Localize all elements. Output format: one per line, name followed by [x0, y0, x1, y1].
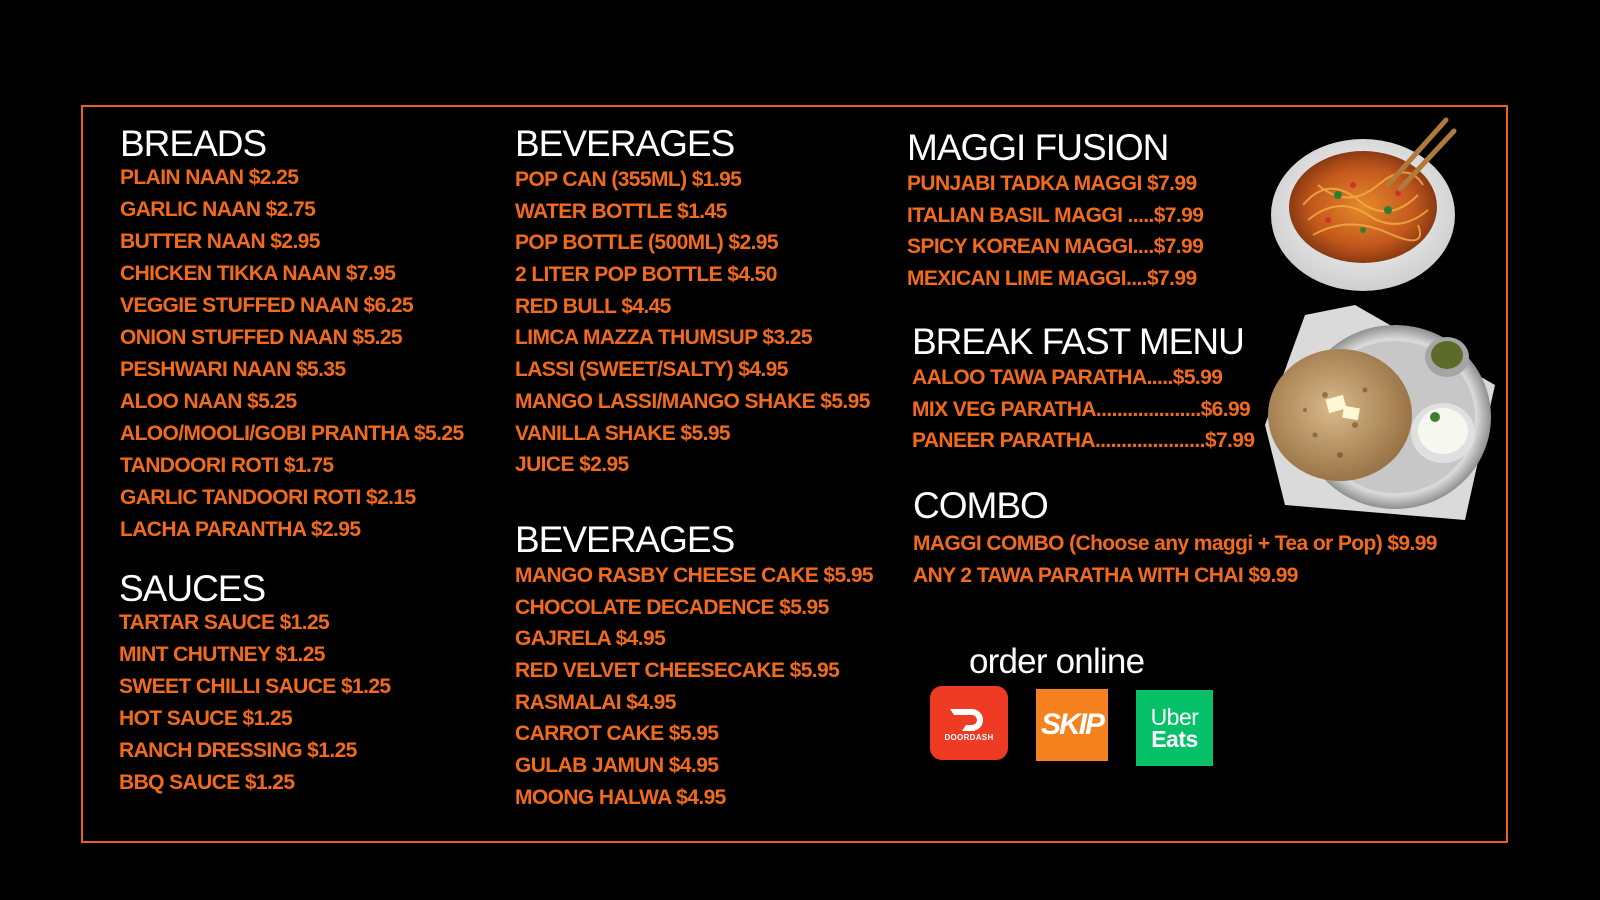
menu-item: LIMCA MAZZA THUMSUP $3.25	[515, 326, 812, 350]
menu-item: ITALIAN BASIL MAGGI .....$7.99	[907, 203, 1204, 227]
combo-heading: COMBO	[913, 485, 1048, 526]
menu-item: BBQ SAUCE $1.25	[119, 771, 295, 794]
menu-item: GAJRELA $4.95	[515, 627, 666, 651]
skip-label: SKIP	[1040, 708, 1104, 741]
menu-item: CARROT CAKE $5.95	[515, 722, 719, 746]
menu-item: LACHA PARANTHA $2.95	[120, 518, 361, 541]
paratha-plate-image	[1265, 305, 1495, 520]
menu-item: ONION STUFFED NAAN $5.25	[120, 326, 402, 349]
menu-item: TARTAR SAUCE $1.25	[119, 611, 330, 634]
menu-item: CHICKEN TIKKA NAAN $7.95	[120, 262, 396, 285]
menu-item: PUNJABI TADKA MAGGI $7.99	[907, 172, 1197, 195]
maggi-heading: MAGGI FUSION	[907, 127, 1169, 168]
breads-heading: BREADS	[120, 123, 267, 164]
breads-section	[120, 122, 464, 546]
desserts-section	[515, 518, 873, 814]
menu-item: VEGGIE STUFFED NAAN $6.25	[120, 294, 414, 317]
menu-item: GARLIC NAAN $2.75	[120, 198, 316, 221]
menu-item: GULAB JAMUN $4.95	[515, 754, 719, 778]
beverages-heading: BEVERAGES	[515, 123, 735, 164]
menu-item: RANCH DRESSING $1.25	[119, 739, 357, 762]
combo-list	[913, 528, 1437, 591]
beverages-list	[515, 164, 870, 481]
menu-item: PESHWARI NAAN $5.35	[120, 358, 346, 381]
ubereats-logo[interactable]	[1136, 690, 1213, 766]
menu-item: BUTTER NAAN $2.95	[120, 230, 320, 253]
menu-item: MEXICAN LIME MAGGI....$7.99	[907, 267, 1197, 291]
menu-item: MIX VEG PARATHA....................$6.99	[912, 397, 1251, 421]
menu-item: MOONG HALWA $4.95	[515, 785, 726, 809]
doordash-label: DOORDASH	[944, 732, 994, 742]
menu-item: MINT CHUTNEY $1.25	[119, 643, 325, 666]
menu-item: WATER BOTTLE $1.45	[515, 199, 727, 223]
eats-label: Eats	[1151, 726, 1198, 752]
menu-item: PANEER PARATHA.....................$7.99	[912, 429, 1255, 453]
breads-list	[120, 162, 464, 546]
breakfast-section	[912, 320, 1254, 457]
menu-item: MANGO LASSI/MANGO SHAKE $5.95	[515, 389, 870, 413]
doordash-logo[interactable]	[930, 686, 1008, 760]
menu-item: RED BULL $4.45	[515, 294, 671, 318]
menu-item: ALOO NAAN $5.25	[120, 390, 297, 413]
menu-item: CHOCOLATE DECADENCE $5.95	[515, 595, 829, 619]
breakfast-list	[912, 362, 1254, 457]
desserts-list	[515, 560, 873, 814]
menu-item: JUICE $2.95	[515, 453, 629, 477]
menu-item: PLAIN NAAN $2.25	[120, 166, 299, 189]
sauces-heading: SAUCES	[119, 568, 266, 609]
desserts-heading: BEVERAGES	[515, 519, 735, 560]
sauces-section	[119, 567, 391, 799]
order-online-label: order online	[969, 642, 1145, 681]
menu-item: AALOO TAWA PARATHA.....$5.99	[912, 366, 1223, 389]
breakfast-heading: BREAK FAST MENU	[912, 321, 1244, 362]
doordash-icon	[948, 705, 990, 731]
menu-item: MANGO RASBY CHEESE CAKE $5.95	[515, 564, 873, 587]
noodle-bowl-image	[1268, 115, 1458, 295]
sauces-list	[119, 607, 391, 799]
beverages-section	[515, 122, 870, 481]
menu-item: SWEET CHILLI SAUCE $1.25	[119, 675, 391, 698]
menu-item: RED VELVET CHEESECAKE $5.95	[515, 659, 840, 683]
menu-item: SPICY KOREAN MAGGI....$7.99	[907, 235, 1204, 259]
menu-item: GARLIC TANDOORI ROTI $2.15	[120, 486, 416, 509]
menu-item: 2 LITER POP BOTTLE $4.50	[515, 263, 777, 287]
menu-item: POP CAN (355ML) $1.95	[515, 168, 742, 191]
skip-logo[interactable]	[1036, 689, 1108, 761]
menu-item: ANY 2 TAWA PARATHA WITH CHAI $9.99	[913, 563, 1298, 587]
uber-label: Uber	[1150, 704, 1199, 730]
menu-item: TANDOORI ROTI $1.75	[120, 454, 334, 477]
maggi-list	[907, 168, 1203, 295]
maggi-section	[907, 126, 1203, 295]
menu-item: HOT SAUCE $1.25	[119, 707, 293, 730]
menu-item: MAGGI COMBO (Choose any maggi + Tea or Pop) $9.99	[913, 532, 1437, 555]
menu-item: POP BOTTLE (500ML) $2.95	[515, 231, 778, 255]
menu-item: RASMALAI $4.95	[515, 690, 676, 714]
menu-item: ALOO/MOOLI/GOBI PRANTHA $5.25	[120, 422, 464, 445]
menu-item: VANILLA SHAKE $5.95	[515, 421, 730, 445]
menu-item: LASSI (SWEET/SALTY) $4.95	[515, 358, 788, 382]
